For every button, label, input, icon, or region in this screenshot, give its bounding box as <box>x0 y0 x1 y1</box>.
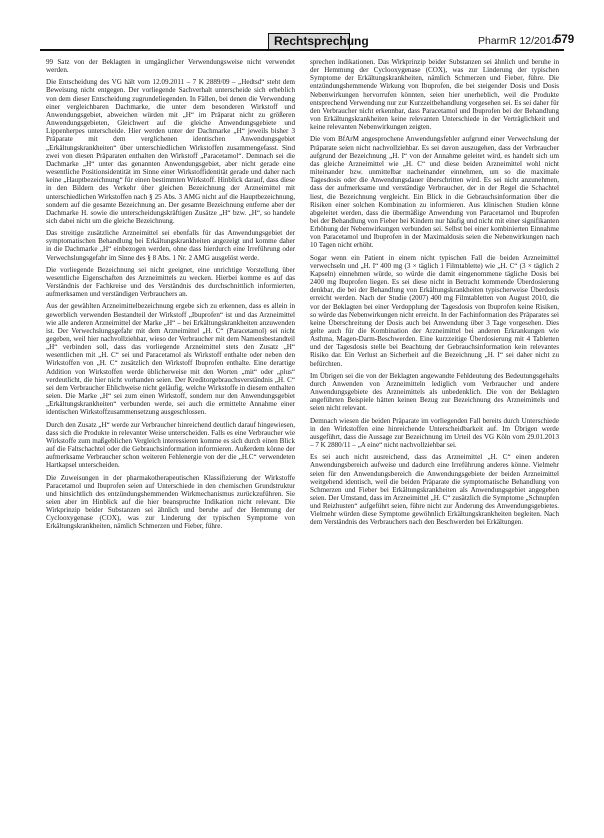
paragraph: Demnach wiesen die beiden Präparate im vorliegenden Fall bereits durch Unterschiede in den Wirkstoffen eine hinreichende Unterscheidbarkeit auf. Im Übrigen werde ausgeführt, dass die Aussage zur Bezeichnung im Urteil des VG Köln vom 29.01.2013 – 7 K 2880/11 – „A eine“ nicht nachvollziehbar sei. <box>310 416 559 450</box>
page-number: 579 <box>555 34 575 46</box>
paragraph: Die Zuweisungen in der pharmakotherapeutischen Klassifizierung der Wirkstoffe Paracetamol und Ibuprofen seien auf Unterschiede in den chemischen Grundstruktur und hinsichtlich des entzündungshemmenden Wirkmechanismus zurückzuführen. Sie seien aber im Hinblick auf die hier beanspruchte Indikation nicht relevant. Die Wirkprinzip beider Substanzen sei ähnlich und beruhe auf der Hemmung der Cyclooxygenase (COX), was zur Linderung der typischen Symptome von Erkältungskrankheiten, nämlich Schmerzen und Fieber, führe. <box>46 473 295 531</box>
paragraph: sprechen indikationen. Das Wirkprinzip beider Substanzen sei ähnlich und beruhe in der Hemmung der Cyclooxygenase (COX), was zur Linderung der typischen Symptome der Erkältungskrankheiten, nämlich Schmerzen und Fieber, führe. Die entzündungshemmende Wirkung von Ibuprofen, die bei steigender Dosis und Dosis Nebenwirkungen hervorrufen könnten, seien hier unerheblich, weil die Produkte entsprechend Verwendung nur zur Kurzzeitbehandlung vorgesehen sei. Es sei daher für den Verbraucher nicht erkennbar, dass Paracetamol und Ibuprofen bei der Behandlung von Erkältungskrankheiten keine relevanten Unterschiede in der Verträglichkeit und keine relevanten Nebenwirkungen zeigten. <box>310 58 559 132</box>
paragraph: Sogar wenn ein Patient in einem nicht typischen Fall die beiden Arzneimittel verwechseln und „H. I“ 400 mg (3 × täglich 1 Filmtablette) wie „H. C“ (3 × täglich 2 Kapseln) einnehmen würde, so würde die damit eingenommene tägliche Dosis bei 2400 mg Ibuprofen liegen. Es sei diese nicht in Betracht kommende Überdosierung denkbar, die bei der Behandlung von Erkältungskrankheiten typischerweise Überdosis erreicht werden. Nach der Studie (2007) 400 mg Filmtabletten von August 2010, die vor der Beklagten bei einer Verdopplung der Tagesdosis von Ibuprofen keine Risiken, so würde das Nebenwirkungen nicht erreicht. In der Fachinformation des Präparates sei keine Überschreitung der Dosis auch bei Anwendung über 3 Tage vorgesehen. Dies gelte auch für die Kombination der Arzneimittel bei anderen Erkrankungen wie Asthma, Magen-Darm-Beschwerden. Eine kurzzeitige Überdosierung mit 4 Tabletten und der Tagesdosis stelle bei Beachtung der Gebrauchsinformation kein relevantes Risiko dar. Ein Verlust an Sicherheit auf die Bezeichnung „H. I“ sei daher nicht zu befürchten. <box>310 253 559 368</box>
right-column <box>310 58 559 828</box>
paragraph: Das streitige zusätzliche Arzneimittel sei ebenfalls für das Anwendungsgebiet der symptomatischen Behandlung bei Erkältungskrankheiten angezeigt und komme daher in die Dachmarke „H“ einbezogen werden, ohne dass hierdurch eine Irreführung oder Verwechslungsgefahr im Sinne des § 8 Abs. 1 Nr. 2 AMG ausgelöst werde. <box>46 229 295 262</box>
header-rule <box>40 49 564 51</box>
paragraph: Die vom BfArM angesprochene Anwendungsfehler aufgrund einer Verwechslung der Präparate seien nicht nachvollziehbar. Es sei davon auszugehen, dass der Verbraucher aufgrund der Bezeichnung „H. I“ von der Annahme geleitet wird, es handelt sich um das gleiche Arzneimittel wie „H. C“ und diese beiden Arzneimittel wohl nicht miteinander bzw. unmittelbar nacheinander einnehmen, um so die maximale Tagesdosis oder die Anwendungsdauer überschritten wird. Es sei nicht anzunehmen, dass der aufmerksame und verständige Verbraucher, der in der Regel die Schachtel liest, die Bezeichnung vergleicht. Ein Blick in die Gebrauchsinformation über die Risiken einer solchen Kombination zu informieren. Aus klinischen Studien könne abgeleitet werden, dass die übermäßige Anwendung von Paracetamol und Ibuprofen bei der Behandlung von Fieber bei Kindern nur häufig und nicht mit einer signifikanten Erhöhung der Nebenwirkungen verbunden sei. Selbst bei einer kombinierten Einnahme von Paracetamol und Ibuprofen in der Maximaldosis seien die Nebenwirkungen nach 10 Tagen nicht erhöht. <box>310 135 559 250</box>
paragraph: Die Entscheidung des VG hält vom 12.09.2011 – 7 K 2889/09 – „Hedtsd“ steht dem Beweisung nicht entgegen. Der vorliegende Sachverhalt unterscheide sich erheblich von dem dieser Entscheidung zugrundeliegenden. In Fällen, bei denen die Verwendung einer vergleichbaren Dachmarke, die unter dem besonderen Wirkstoff und Anwendungsgebiet, abweichen würden mit „H“ im Präparat nicht zu größeren Anwendungsgebieten, Gleichwert auf die gleiche Anwendungsgebiete und Lippenherpes unterscheide. Hier werden unter der Dachmarke „H“ jeweils bisher 3 Präparate mit dem verglichenen identischen Anwendungsgebiet „Erkältungskrankheiten“ über unterschiedlichen Wirkstoffen zusammengefasst. Sind zwei von diesen Präparaten enthalten den Wirkstoff „Paracetamol“. Demnach sei die Dachmarke „H“ unter das genannten Anwendungsgebiet, aber nicht gerade eine wesentliche Positionsidentität im Sinne einer Wirkstoffidentität gerade und daher nach keine „Hauptbezeichnung“ für einen bestimmten Wirkstoff. Hinblick darauf, dass diese in den Bildern des Verkehr über gleichen Bezeichnung der Arzneimittel mit unterschiedlichen Wirkstoffen nach § 25 Abs. 3 AMG nicht auf die Hauptbezeichnung, sondern auf die gesamte Bezeichnung an. Der gesamte Bezeichnung entferne aber der Dachmarke H. sowie die unterscheidungskräftigen Zusätze „H“ bzw. „H“, so handele sich dabei nicht um die gleiche Bezeichnung. <box>46 78 295 225</box>
journal-issue: PharmR 12/2014 <box>478 35 558 47</box>
left-column <box>46 58 295 828</box>
paragraph: Durch den Zusatz „H“ werde zur Verbraucher hinreichend deutlich darauf hingewiesen, dass sich die Produkte in relevanter Weise unterscheiden. Falls es eine Verbraucher wie Wirkstoffe zum maßgeblichen Vergleich interessieren komme es sich durch einen Blick auf die Faltschachtel oder die Gebrauchsinformation informieren. Außerdem könne der aufmerksame Verbraucher schon weiteren Fehlenergie von der die „H.C“ verwendeten Hartkapsel unterscheiden. <box>46 420 295 470</box>
paragraph: 99 Satz von der Beklagten in umgänglicher Verwendungsweise nicht verwendet werden. <box>46 58 295 75</box>
paragraph: Im Übrigen sei die von der Beklagten angewandte Fehldeutung des Bedeutungsgehalts durch Anwenden von Arzneimitteln lediglich vom Verbraucher und andere Anwendungsgebiete des Arzneimittels als unbedenklich. Die von der Beklagten angeführten Beispiele hätten keinen Bezug zur Bezeichnung des Arzneimittels und seien nicht relevant. <box>310 371 559 413</box>
paragraph: Es sei auch nicht ausreichend, dass das Arzneimittel „H. C“ einen anderen Anwendungsbereich aufweise und dadurch eine Irreführung anderes könne. Vielmehr seien für den Anwendungsbereich die Anwendungsgebiete der beiden Arzneimittel weitgehend identisch, weil die beiden Präparate die symptomatische Behandlung von Schmerzen und Fieber bei Erkältungskrankheiten als Anwendungsgebiet angegeben seien. Der Umstand, dass im Arzneimittel „H. C“ zusätzlich die Symptome „Schnupfen und Reizhusten“ aufgeführt seien, führe nicht zur Änderung des Anwendungsgebietes. Vielmehr würden diese Symptome gewöhnlich Erkältungskrankheiten begleiten. Nach dem Verständnis des Verbrauchers nach den Beschwerden bei Erkältungen. <box>310 453 559 527</box>
section-title: Rechtsprechung <box>274 34 369 48</box>
paragraph: Aus der gewählten Arzneimittelbezeichnung ergebe sich zu erkennen, dass es allein in gewerblich verwenden Bestandteil der Wirkstoff „Ibuprofen“ ist und das Arzneimittel wie alle anderen Arzneimittel der Marke „H“ – bei Erkältungskrankheiten anzuwenden ist. Der Verwechslungsgefahr mit dem Arzneimittel „H. C“ (Paracetamol) sei nicht gegeben, weil hier nachvollziehbar, wieso der Verbraucher mit dem Namensbestandteil „H“ verbinden soll, dass das vorliegende Arzneimittel stets den Zusatz „H“ wesentlichen mit „H. C“ sei und Paracetamol als Wirkstoff enthalte oder neben den Wirkstoffen von „H. C“ zusätzlich den Wirkstoff Ibuprofen enthalte. Eine derartige Addition von Wirkstoffen werde üblicherweise mit den Worten „mit“ oder „plus“ verdeutlicht, die hier nicht vorhanden seien. Der Kreditorgebrauchsverständnis „H. C“ sei dem Verbraucher Ehlichweise nicht geläufig, welche Wirkstoffe in diesem enthalten seien. Die Marke „H“ sei zum einen Wirkstoff, sondern nur den Anwendungsgebiet „Erkältungskrankheiten“ verbunden werde, sei auch die ermittelte Annahme einer identischen Wirkstoffzusammensetzung ausgeschlossen. <box>46 302 295 417</box>
paragraph: Die vorliegende Bezeichnung sei nicht geeignet, eine unrichtige Vorstellung über wesentliche Eigenschaften des Arzneimittels zu wecken. Hierbei komme es auf das Verständnis der Fachkreise und des Verständnis des durchschnittlich informierten, aufmerksamen und verständigen Verbrauchers an. <box>46 265 295 299</box>
